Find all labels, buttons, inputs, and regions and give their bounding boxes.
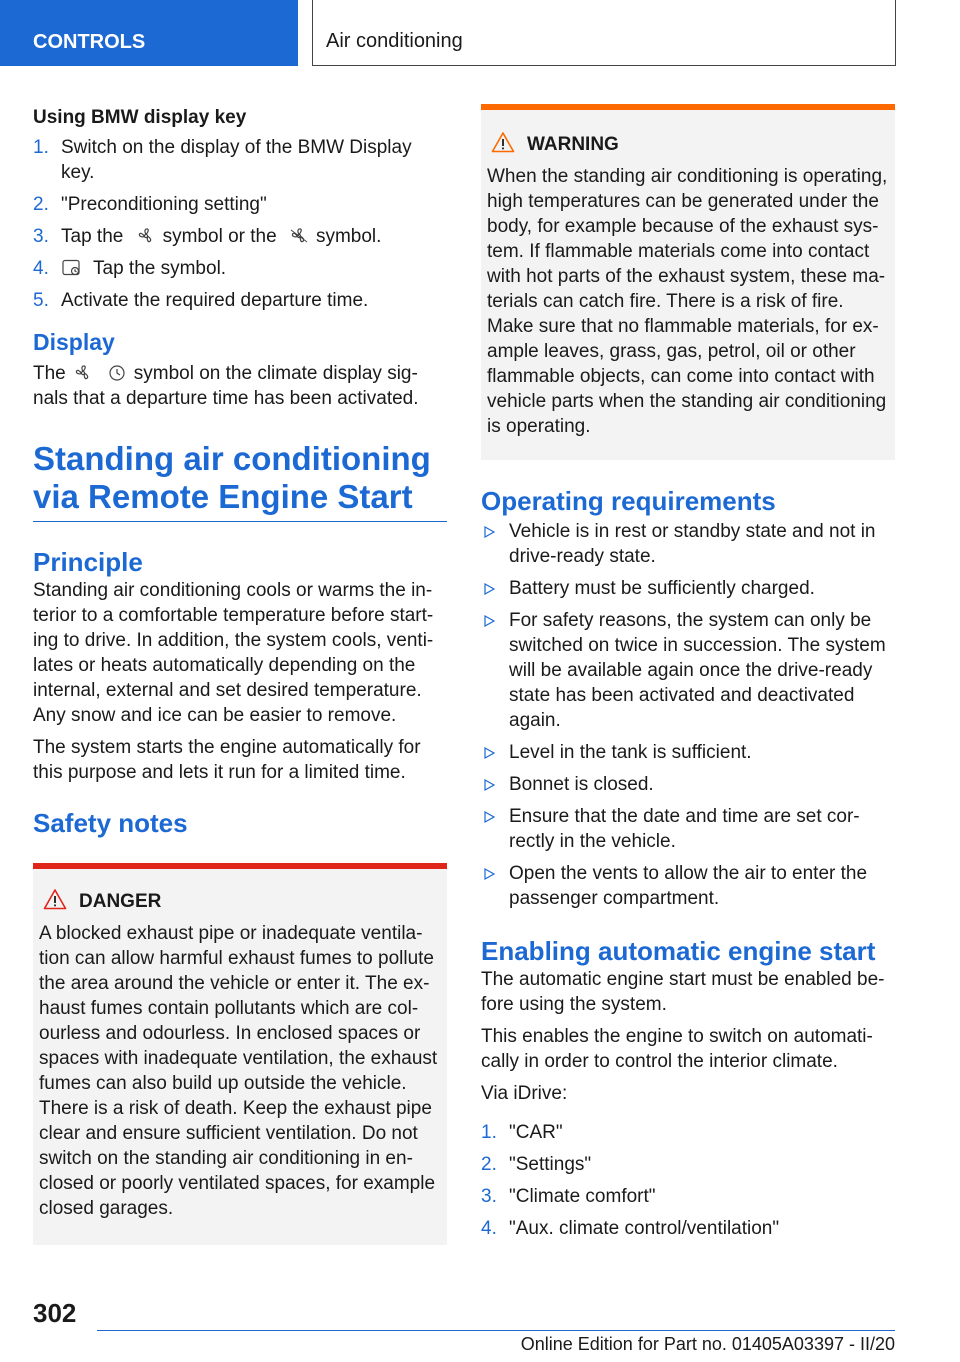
enable-heading: Enabling automatic engine start [481, 936, 876, 966]
safety-heading: Safety notes [33, 808, 188, 838]
page-number: 302 [33, 1298, 77, 1328]
danger-box [33, 863, 447, 1245]
list-item: 1. Switch on the display of the BMW Display key. [33, 137, 412, 183]
triangle-bullet-icon [483, 526, 495, 538]
triangle-bullet-icon [483, 583, 495, 595]
requirements-heading: Operating requirements [481, 486, 776, 516]
fan-icon [135, 227, 157, 245]
warning-triangle-icon [491, 131, 515, 153]
warning-box [481, 104, 895, 460]
triangle-bullet-icon [483, 747, 495, 759]
list-item: 2. "Preconditioning setting" [33, 194, 267, 215]
main-heading: Standing air conditioning via Remote Engine Start [33, 440, 431, 515]
list-item: Bonnet is closed. [481, 772, 895, 797]
display-text: The symbol on the climate display sig-nals that a departure time has been activated. [33, 363, 419, 409]
chapter-title: Air conditioning [312, 0, 896, 66]
list-item: 3. Tap the symbol or the symbol. [33, 226, 382, 247]
triangle-bullet-icon [483, 868, 495, 880]
idrive-steps [481, 1120, 895, 1241]
edition-note: Online Edition for Part no. 01405A03397 - II/20 [520, 1334, 895, 1354]
list-item: Vehicle is in rest or standby state and not in drive-ready state. [481, 519, 895, 569]
clock-fan-icon [61, 259, 83, 277]
warning-title: WARNING [481, 132, 889, 157]
triangle-bullet-icon [483, 615, 495, 627]
list-item: Open the vents to allow the air to enter the passenger compartment. [481, 861, 895, 911]
warning-triangle-icon [43, 888, 67, 910]
list-item: 5. Activate the required departure time. [33, 290, 369, 311]
enable-paragraph-2: This enables the engine to switch on automati-cally in order to control the interior climate. [481, 1026, 873, 1072]
list-item: For safety reasons, the system can only be switched on twice in succession. The system will be available again once the drive-ready state has been activated and deactivated again. [481, 608, 895, 733]
list-item: 3. "Climate comfort" [481, 1186, 656, 1207]
requirements-list [481, 519, 895, 911]
right-column [481, 104, 895, 1248]
warning-text: When the standing air conditioning is operating, high temperatures can be generated under the body, for example because of the exhaust sys-tem. If flammable materials come into contact with hot parts of the exhaust system, these ma-terials can catch fire. There is a risk of fire. Make sure that no flammable materials, for ex-ample leaves, grass, gas, petrol, oil or other flammable objects, can come into contact with vehicle parts when the standing air conditioning is operating. [487, 166, 888, 437]
clock-icon [106, 364, 128, 382]
display-heading: Display [33, 329, 115, 355]
list-item: Ensure that the date and time are set cor-rectly in the vehicle. [481, 804, 895, 854]
principle-paragraph-2: The system starts the engine automatically for this purpose and lets it run for a limited time. [33, 737, 421, 783]
section-tab: CONTROLS [0, 0, 298, 66]
principle-heading: Principle [33, 547, 143, 577]
fan-icon [72, 364, 94, 382]
list-item: Level in the tank is sufficient. [481, 740, 895, 765]
fan-icon [288, 227, 310, 245]
left-column [33, 105, 447, 1245]
via-idrive-label: Via iDrive: [481, 1083, 568, 1104]
footer-rule [97, 1330, 895, 1331]
list-item: 4. Tap the symbol. [33, 258, 227, 279]
triangle-bullet-icon [483, 779, 495, 791]
list-item: Battery must be sufficiently charged. [481, 576, 895, 601]
principle-paragraph: Standing air conditioning cools or warms the in-terior to a comfortable temperature before start-ing to drive. In addition, the system cools, venti-lates or heats automatically depending on the internal, external and set desired temperature. Any snow and ice can be easier to remove. [33, 580, 434, 726]
display-key-heading: Using BMW display key [33, 107, 247, 128]
enable-paragraph: The automatic engine start must be enabled be-fore using the system. [481, 969, 885, 1015]
display-key-steps [33, 135, 447, 313]
heading-rule [33, 521, 447, 522]
danger-title: DANGER [33, 889, 441, 914]
list-item: 1. "CAR" [481, 1122, 563, 1143]
triangle-bullet-icon [483, 811, 495, 823]
danger-text: A blocked exhaust pipe or inadequate ventila-tion can allow harmful exhaust fumes to pollute the area around the vehicle or enter it. The ex-haust fumes contain pollutants which are col-ourless and odourless. In enclosed spaces or spaces with inadequate ventilation, the exhaust fumes can also build up outside the vehicle. There is a risk of death. Keep the exhaust pipe clear and ensure sufficient ventilation. Do not switch on the standing air conditioning in en-closed or poorly ventilated spaces, for example closed garages. [39, 923, 438, 1219]
list-item: 4. "Aux. climate control/ventilation" [481, 1218, 780, 1239]
list-item: 2. "Settings" [481, 1154, 592, 1175]
